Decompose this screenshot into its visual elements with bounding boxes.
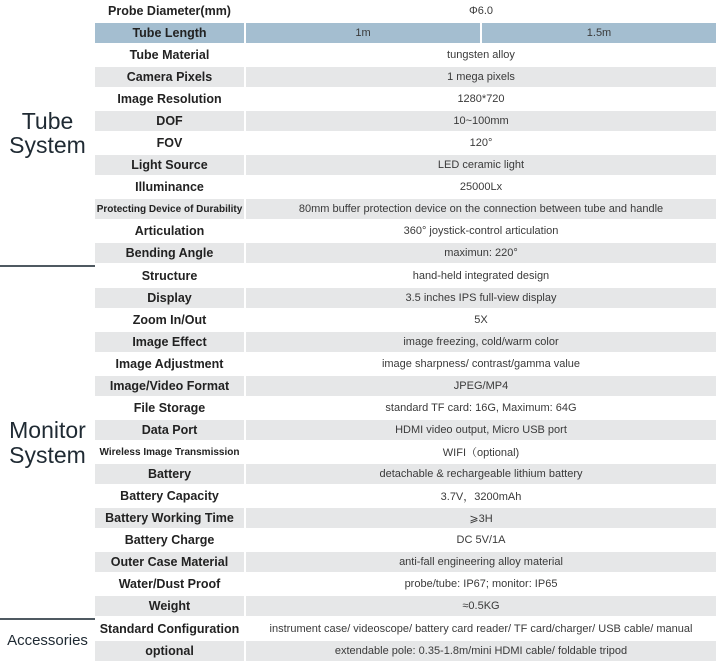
spec-value: 10~100mm xyxy=(453,115,509,127)
spec-row-wireless xyxy=(95,442,716,462)
spec-value: image freezing, cold/warm color xyxy=(403,336,559,348)
spec-label: Tube Length xyxy=(132,26,207,40)
spec-value: JPEG/MP4 xyxy=(453,380,509,392)
spec-value: tungsten alloy xyxy=(447,49,515,61)
spec-row-battery-capacity xyxy=(95,486,716,506)
spec-row-display xyxy=(95,288,716,308)
spec-value: 5X xyxy=(474,314,488,326)
spec-row-optional xyxy=(95,641,716,661)
spec-value: 3.7V，3200mAh xyxy=(440,491,522,503)
spec-label: Battery Charge xyxy=(124,533,215,547)
spec-row-dof xyxy=(95,111,716,131)
spec-value: instrument case/ videoscope/ battery card reader/ TF card/charger/ USB cable/ manual xyxy=(269,623,693,635)
spec-label: FOV xyxy=(156,136,183,150)
spec-row-tube-material xyxy=(95,45,716,65)
spec-row-tube-length xyxy=(95,23,716,43)
spec-label: Bending Angle xyxy=(125,246,214,260)
spec-value: detachable & rechargeable lithium battery xyxy=(379,468,583,480)
spec-value: ≈0.5KG xyxy=(462,600,500,612)
spec-label: Image Effect xyxy=(132,335,207,349)
spec-label: Standard Configuration xyxy=(99,622,240,636)
spec-label: Weight xyxy=(148,599,191,613)
spec-label: Battery xyxy=(147,467,192,481)
spec-label: Protecting Device of Durability xyxy=(96,203,243,215)
spec-label: Tube Material xyxy=(129,48,210,62)
spec-row-bending-angle xyxy=(95,243,716,263)
spec-value: standard TF card: 16G, Maximum: 64G xyxy=(385,402,577,414)
spec-row-standard-configuration xyxy=(95,619,716,639)
spec-label: Articulation xyxy=(134,224,205,238)
spec-label: Camera Pixels xyxy=(126,70,213,84)
spec-label: Display xyxy=(147,291,192,305)
spec-row-battery xyxy=(95,464,716,484)
spec-value: 1 mega pixels xyxy=(447,71,515,83)
spec-row-file-storage xyxy=(95,398,716,418)
spec-row-outer-case xyxy=(95,552,716,572)
spec-row-image-effect xyxy=(95,332,716,352)
spec-row-data-port xyxy=(95,420,716,440)
spec-value: hand-held integrated design xyxy=(412,270,550,282)
group-accessories: Accessories xyxy=(7,631,88,649)
spec-row-image-adjustment xyxy=(95,354,716,374)
spec-row-format xyxy=(95,376,716,396)
spec-label: File Storage xyxy=(133,401,206,415)
spec-row-battery-working-time xyxy=(95,508,716,528)
spec-value: WIFI（optional) xyxy=(442,447,520,459)
spec-value: 3.5 inches IPS full-view display xyxy=(405,292,557,304)
spec-row-illuminance xyxy=(95,177,716,197)
spec-label: Water/Dust Proof xyxy=(118,577,221,591)
spec-value-1m: 1m xyxy=(355,27,371,39)
group-column xyxy=(0,0,95,661)
spec-row-light-source xyxy=(95,155,716,175)
spec-label: Image/Video Format xyxy=(109,379,230,393)
spec-row-probe-diameter xyxy=(95,1,716,21)
spec-value: anti-fall engineering alloy material xyxy=(399,556,563,568)
spec-label: Light Source xyxy=(131,158,208,172)
spec-row-articulation xyxy=(95,221,716,241)
spec-row-battery-charge xyxy=(95,530,716,550)
spec-row-structure xyxy=(95,266,716,286)
spec-row-protecting-device xyxy=(95,199,716,219)
spec-value: 80mm buffer protection device on the connection between tube and handle xyxy=(298,203,664,215)
spec-label: Structure xyxy=(141,269,198,283)
group-tube-system: Tube System xyxy=(9,107,86,158)
spec-value: extendable pole: 0.35-1.8m/mini HDMI cable/ foldable tripod xyxy=(334,645,628,657)
spec-label: Wireless Image Transmission xyxy=(99,446,240,458)
spec-label: Battery Working Time xyxy=(105,511,234,525)
spec-label: Image Resolution xyxy=(117,92,222,106)
spec-value-1-5m: 1.5m xyxy=(586,27,612,39)
spec-value: Φ6.0 xyxy=(468,5,494,17)
group-monitor-system: Monitor System xyxy=(9,417,86,468)
spec-row-camera-pixels xyxy=(95,67,716,87)
spec-row-image-resolution xyxy=(95,89,716,109)
spec-row-fov xyxy=(95,133,716,153)
spec-row-weight xyxy=(95,596,716,616)
spec-value: maximun: 220° xyxy=(444,247,518,259)
spec-label: Outer Case Material xyxy=(110,555,229,569)
spec-label: optional xyxy=(145,644,194,658)
spec-value: image sharpness/ contrast/gamma value xyxy=(381,358,581,370)
spec-label: Image Adjustment xyxy=(115,357,224,371)
spec-label: Battery Capacity xyxy=(120,489,219,503)
spec-value: LED ceramic light xyxy=(437,159,525,171)
spec-value: 25000Lx xyxy=(459,181,503,193)
spec-value: DC 5V/1A xyxy=(456,534,506,546)
spec-label: DOF xyxy=(156,114,183,128)
spec-label: Zoom In/Out xyxy=(132,313,207,327)
spec-label: Illuminance xyxy=(135,180,204,194)
spec-value: HDMI video output, Micro USB port xyxy=(395,424,567,436)
spec-row-water-dust-proof xyxy=(95,574,716,594)
spec-value: ⩾3H xyxy=(469,512,493,525)
spec-value: 120° xyxy=(469,137,493,149)
spec-label: Data Port xyxy=(141,423,198,437)
spec-value: 1280*720 xyxy=(457,93,505,105)
spec-label: Probe Diameter(mm) xyxy=(108,4,231,18)
spec-value: probe/tube: IP67; monitor: IP65 xyxy=(404,578,558,590)
spec-row-zoom xyxy=(95,310,716,330)
spec-value: 360° joystick-control articulation xyxy=(403,225,559,237)
